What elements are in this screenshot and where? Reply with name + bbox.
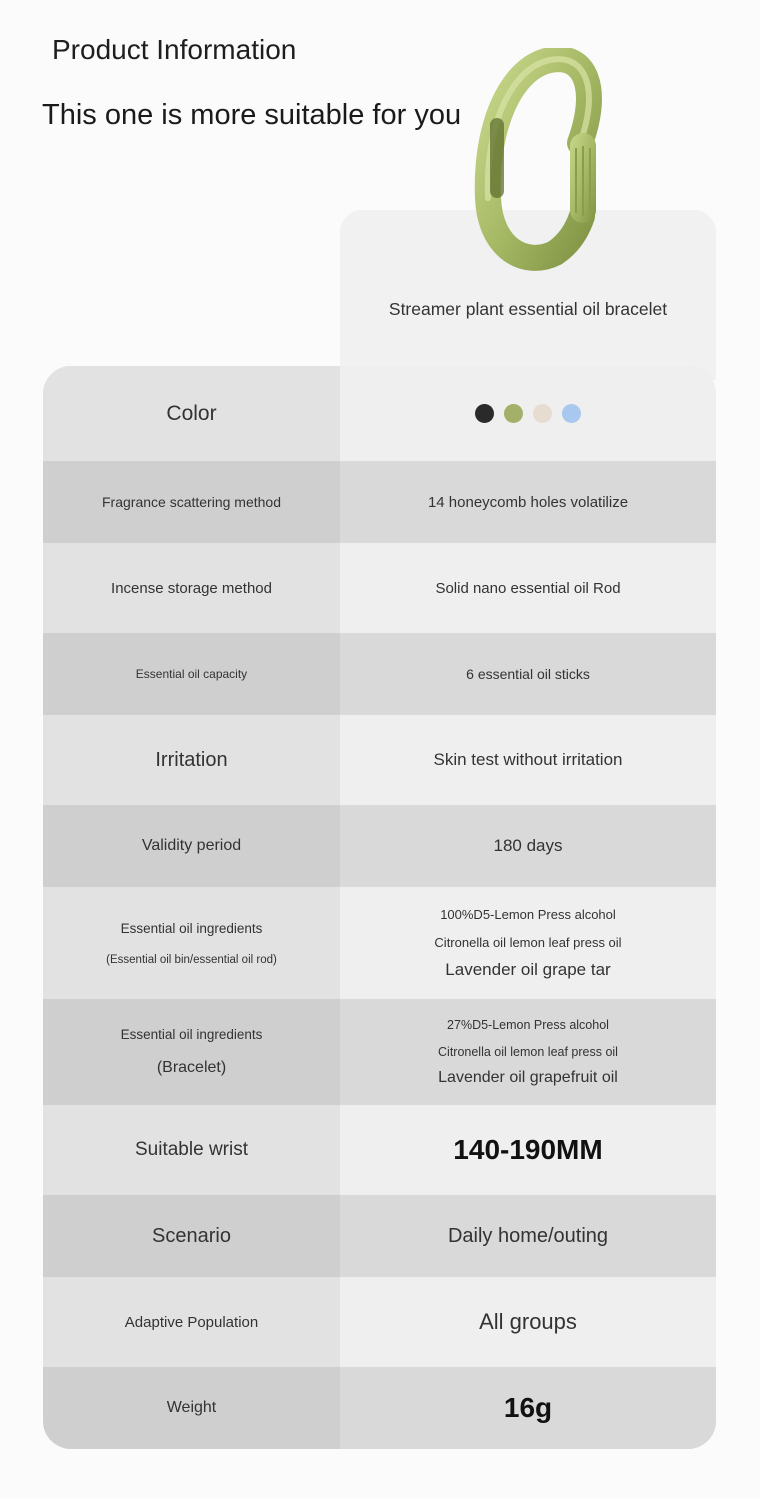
color-swatch-green[interactable] bbox=[504, 404, 523, 423]
table-row-storage bbox=[43, 543, 716, 633]
table-row-ingredients-bin bbox=[43, 887, 716, 999]
row-sublabel: (Essential oil bin/essential oil rod) bbox=[106, 953, 277, 966]
row-value: All groups bbox=[479, 1309, 577, 1334]
row-label: Essential oil ingredients bbox=[120, 920, 263, 936]
color-swatch-beige[interactable] bbox=[533, 404, 552, 423]
row-value: Daily home/outing bbox=[447, 1224, 609, 1247]
row-value: 140-190MM bbox=[453, 1134, 603, 1165]
row-label: Suitable wrist bbox=[135, 1139, 248, 1160]
ingredient-line: 27%D5-Lemon Press alcohol bbox=[447, 1017, 609, 1032]
table-row-wrist bbox=[43, 1105, 716, 1195]
ingredient-line: Citronella oil lemon leaf press oil bbox=[438, 1044, 618, 1059]
row-label: Scenario bbox=[152, 1224, 231, 1247]
page-title: Product Information bbox=[52, 34, 297, 65]
product-name: Streamer plant essential oil bracelet bbox=[388, 299, 668, 319]
row-label: Adaptive Population bbox=[124, 1313, 259, 1331]
row-value: Solid nano essential oil Rod bbox=[435, 579, 621, 597]
color-swatch-black[interactable] bbox=[475, 404, 494, 423]
ingredient-line: Lavender oil grapefruit oil bbox=[438, 1068, 618, 1086]
row-label: Fragrance scattering method bbox=[102, 494, 281, 510]
row-label: Validity period bbox=[141, 837, 242, 854]
row-sublabel: (Bracelet) bbox=[156, 1059, 227, 1076]
row-label: Weight bbox=[166, 1399, 217, 1416]
table-row-fragrance bbox=[43, 461, 716, 543]
row-label: Essential oil ingredients bbox=[120, 1027, 263, 1042]
ingredient-line: 100%D5-Lemon Press alcohol bbox=[440, 906, 616, 922]
row-label: Incense storage method bbox=[111, 579, 272, 597]
table-row-irritation bbox=[43, 715, 716, 805]
table-row-capacity bbox=[43, 633, 716, 715]
row-label: Irritation bbox=[155, 748, 228, 771]
row-label: Color bbox=[166, 401, 217, 425]
ingredient-line: Citronella oil lemon leaf press oil bbox=[434, 934, 622, 950]
row-value: 180 days bbox=[493, 836, 563, 855]
table-row-weight bbox=[43, 1367, 716, 1449]
color-swatch-blue[interactable] bbox=[562, 404, 581, 423]
row-value: 14 honeycomb holes volatilize bbox=[427, 493, 629, 511]
row-value: 16g bbox=[503, 1392, 553, 1423]
color-swatches bbox=[475, 404, 581, 423]
spec-table bbox=[43, 366, 716, 1449]
row-value: 6 essential oil sticks bbox=[466, 666, 590, 682]
bracelet-image bbox=[470, 48, 620, 276]
table-row-ingredients-bracelet bbox=[43, 999, 716, 1105]
table-row-population bbox=[43, 1277, 716, 1367]
ingredient-line: Lavender oil grape tar bbox=[445, 959, 611, 979]
row-value: Skin test without irritation bbox=[433, 750, 623, 769]
table-row-scenario bbox=[43, 1195, 716, 1277]
table-row-validity bbox=[43, 805, 716, 887]
table-row-color bbox=[43, 366, 716, 461]
page-subtitle: This one is more suitable for you bbox=[42, 99, 462, 131]
row-label: Essential oil capacity bbox=[135, 667, 248, 681]
